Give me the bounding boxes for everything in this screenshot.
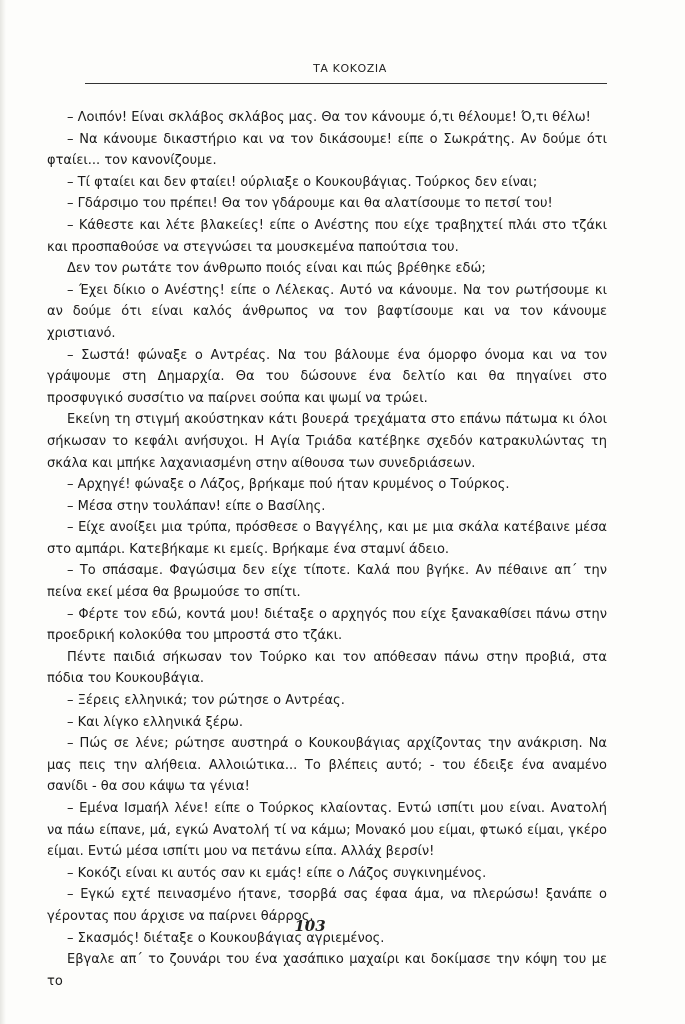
paragraph: Δεν τον ρωτάτε τον άνθρωπο ποιός είναι και πώς βρέθηκε εδώ; [67, 261, 486, 277]
paragraph: – Αρχηγέ! φώναξε ο Λάζος, βρήκαμε πού ήταν κρυμένος ο Τούρκος. [67, 477, 510, 493]
paragraph: – Τί φταίει και δεν φταίει! ούρλιαξε ο Κουκουβάγιας. Τούρκος δεν είναι; [67, 174, 538, 190]
body-text [47, 107, 607, 992]
paragraph: – Και λίγκο ελληνικά ξέρω. [67, 714, 244, 730]
page-number: 103 [294, 917, 326, 935]
paragraph: Εβγαλε απ´ το ζουνάρι του ένα χασάπικο μαχαίρι και δοκίμασε την κόψη του με το [47, 952, 607, 989]
page-gutter-shadow [0, 0, 6, 1024]
paragraph: – Έχει δίκιο ο Ανέστης! είπε ο Λέλεκας. Αυτό να κάνουμε. Να τον ρωτήσουμε κι αν δούμε ότι είναι καλός άνθρωπος να τον βαφτίσουμε και να τον κάνουμε χριστιανό. [47, 282, 607, 341]
paragraph: – Γδάρσιμο του πρέπει! Θα τον γδάρουμε και θα αλατίσουμε το πετσί του! [67, 196, 553, 212]
paragraph: Εκείνη τη στιγμή ακούστηκαν κάτι βουερά τρεχάματα στο επάνω πάτωμα κι όλοι σήκωσαν το κεφάλι ανήσυχοι. Η Αγία Τριάδα κατέβηκε σχεδόν κατρακυλώντας τη σκάλα και μπήκε λαχανιασμένη στην αίθουσα των συνεδριάσεων. [47, 412, 607, 471]
paragraph: – Ξέρεις ελληνικά; τον ρώτησε ο Αντρέας. [67, 693, 345, 709]
header-rule [85, 83, 607, 84]
paragraph: – Εγκώ εχτέ πεινασμένο ήτανε, τσορβά σας έφαα άμα, να πλερώσω! ξανάπε ο γέροντας που άρχισε να παίρνει θάρρος. [47, 887, 607, 924]
paragraph: – Να κάνουμε δικαστήριο και να τον δικάσουμε! είπε ο Σωκράτης. Αν δούμε ότι φταίει... τον κανονίζουμε. [47, 131, 607, 169]
paragraph: – Κοκόζι είναι κι αυτός σαν κι εμάς! είπε ο Λάζος συγκινημένος. [67, 865, 487, 881]
paragraph: – Φέρτε τον εδώ, κοντά μου! διέταξε ο αρχηγός που είχε ξανακαθίσει πάνω στην προεδρική κολοκύθα του μπροστά στο τζάκι. [47, 606, 607, 644]
running-header: ΤΑ ΚΟΚΟΖΙΑ [313, 62, 387, 75]
paragraph: – Σωστά! φώναξε ο Αντρέας. Να του βάλουμε ένα όμορφο όνομα και να τον γράψουμε στη Δημαρχία. Θα του δώσουνε ένα δελτίο και θα πηγαίνει στο προσφυγικό συσσίτιο να παίρνει σούπα και ψωμί να τρώει. [47, 347, 607, 406]
paragraph: – Μέσα στην τουλάπαν! είπε ο Βασίλης. [67, 498, 326, 514]
paragraph: – Πώς σε λένε; ρώτησε αυστηρά ο Κουκουβάγιας αρχίζοντας την ανάκριση. Να μας πεις την αλήθεια. Αλλοιώτικα... Το βλέπεις αυτό; - του έδειξε ένα αναμένο σανίδι - θα σου κάψω τα γένια! [47, 736, 607, 795]
paragraph: – Λοιπόν! Είναι σκλάβος σκλάβος μας. Θα τον κάνουμε ό,τι θέλουμε! Ό,τι θέλω! [67, 110, 591, 125]
paragraph: – Είχε ανοίξει μια τρύπα, πρόσθεσε ο Βαγγέλης, και με μια σκάλα κατέβαινε μέσα στο αμπάρι. Κατεβήκαμε κι εμείς. Βρήκαμε ένα σταμνί άδειο. [47, 520, 607, 557]
paragraph: – Εμένα Ισμαήλ λένε! είπε ο Τούρκος κλαίοντας. Εντώ ισπίτι μου είναι. Ανατολή να πάω είπανε, μά, εγκώ Ανατολή τί να κάμω; Μονακό μου είμαι, φτωκό είμαι, γκέρο είμαι. Εντώ μέσα ισπίτι μου να πετάνω είπα. Αλλάχ βερσίν! [47, 801, 607, 860]
paragraph: – Κάθεστε και λέτε βλακείες! είπε ο Ανέστης που είχε τραβηχτεί πλάι στο τζάκι και προσπαθούσε να στεγνώσει τα μουσκεμένα παπούτσια του. [47, 217, 607, 255]
paragraph: – Το σπάσαμε. Φαγώσιμα δεν είχε τίποτε. Καλά που βγήκε. Αν πέθαινε απ´ την πείνα εκεί μέσα θα βρωμούσε το σπίτι. [47, 563, 607, 601]
paragraph: Πέντε παιδιά σήκωσαν τον Τούρκο και τον απόθεσαν πάνω στην προβιά, στα πόδια του Κουκουβάγια. [47, 649, 607, 687]
paragraph: – Σκασμός! διέταξε ο Κουκουβάγιας αγριεμένος. [67, 930, 385, 946]
